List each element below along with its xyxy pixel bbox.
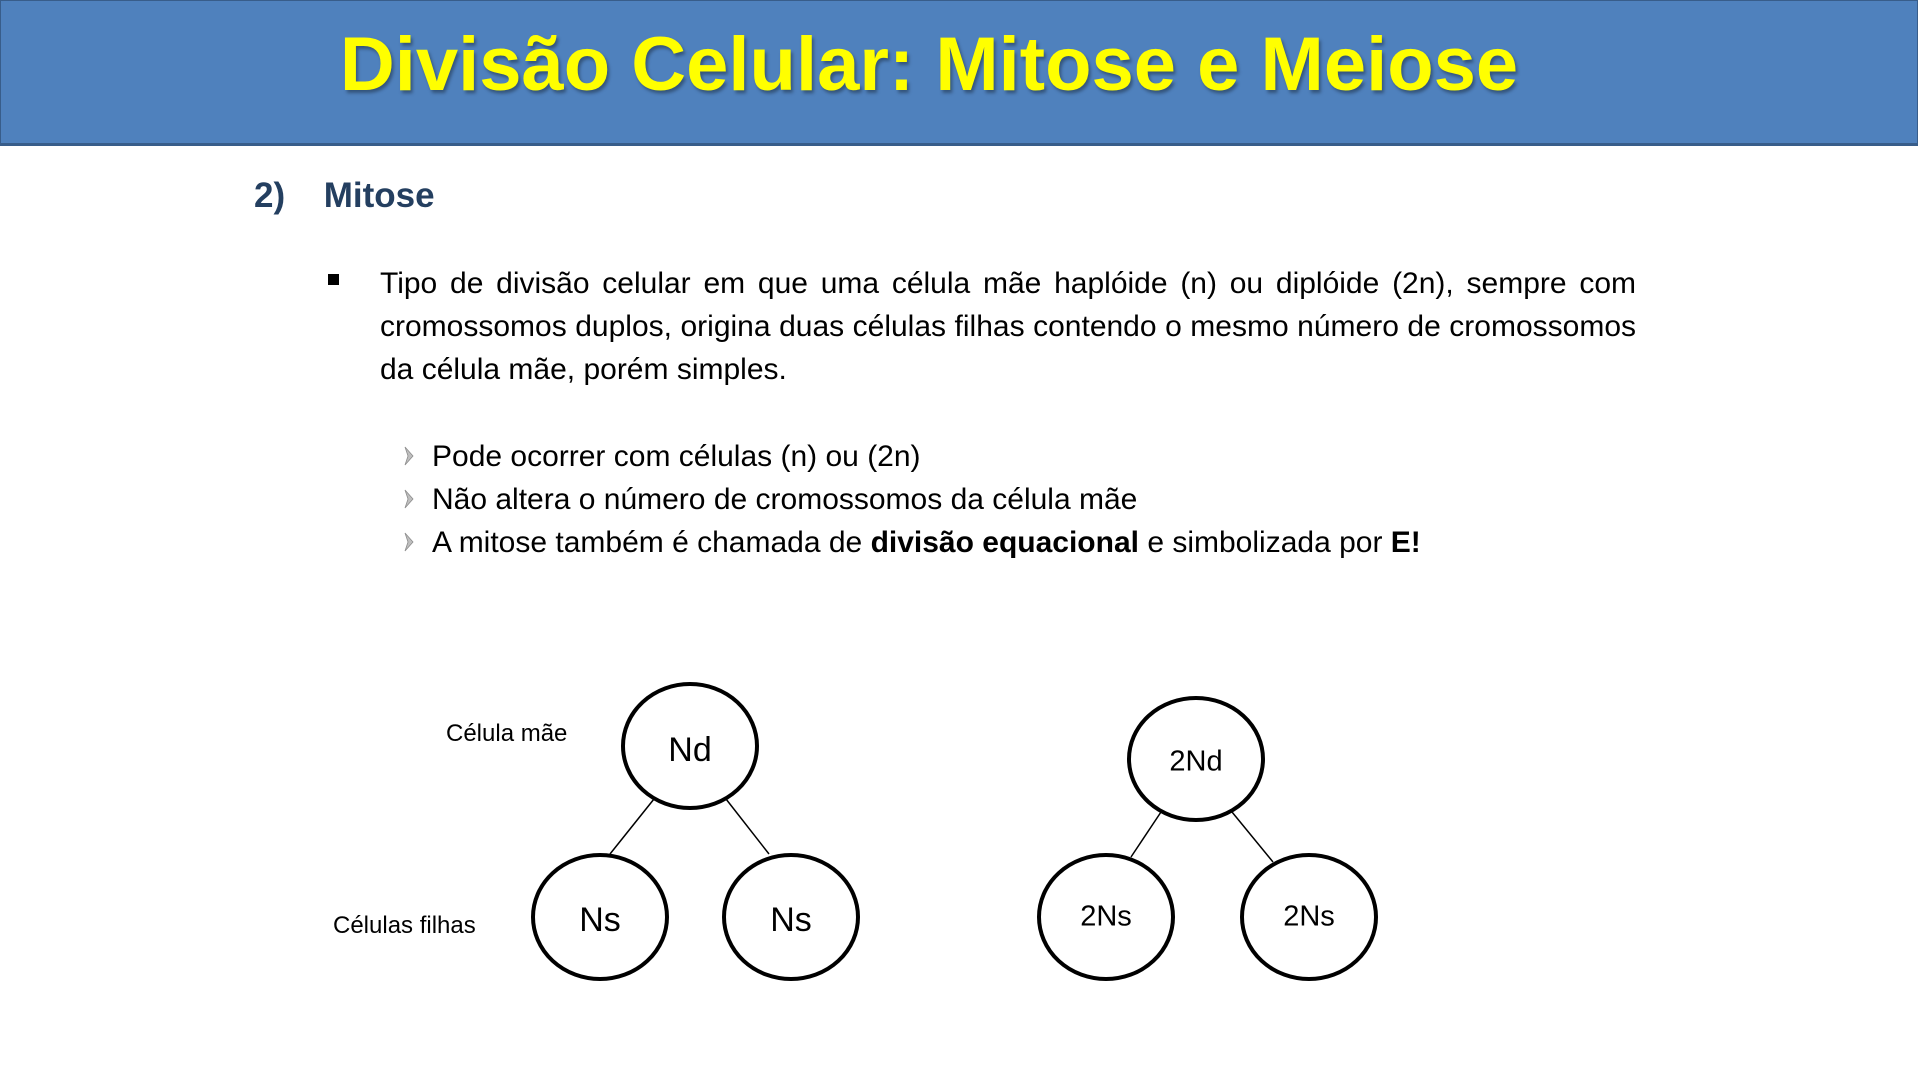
edge-right-2 [1232,812,1273,862]
edge-left-2 [726,799,769,854]
section-title: Mitose [323,176,435,215]
node-left-child-1-label: Ns [579,900,621,939]
node-right-child-2-label: 2Ns [1283,900,1335,933]
sub-bullet-2: Não altera o número de cromossomos da célula mãe [432,483,1138,516]
edge-right-1 [1131,812,1161,857]
node-left-parent-label: Nd [668,730,712,769]
slide-title: Divisão Celular: Mitose e Meiose [339,22,1519,107]
sub-bullet-3-bold: divisão equacional [870,526,1139,559]
sub-bullet-3-mid: e simbolizada por [1138,526,1391,559]
definition-paragraph: Tipo de divisão celular em que uma célula mãe haplóide (n) ou diplóide (2n), sempre com cromossomos duplos, origina duas células filhas contendo o mesmo número de cromossomos da célula mãe, porém simples. [380,267,1636,386]
node-left-child-2-label: Ns [770,900,812,939]
section-number: 2) [254,176,286,215]
node-right-parent-label: 2Nd [1169,745,1223,778]
node-right-child-1-label: 2Ns [1080,900,1132,933]
sub-bullet-1: Pode ocorrer com células (n) ou (2n) [432,440,921,473]
sub-bullet-3-bold2: E! [1390,526,1421,559]
tree-right [1039,698,1376,979]
tree-left [533,684,858,979]
edge-left-1 [610,799,654,854]
sub-bullet-3-pre: A mitose também é chamada de [432,526,871,559]
label-mother-cell: Célula mãe [446,720,568,747]
label-daughter-cells: Células filhas [333,912,476,939]
